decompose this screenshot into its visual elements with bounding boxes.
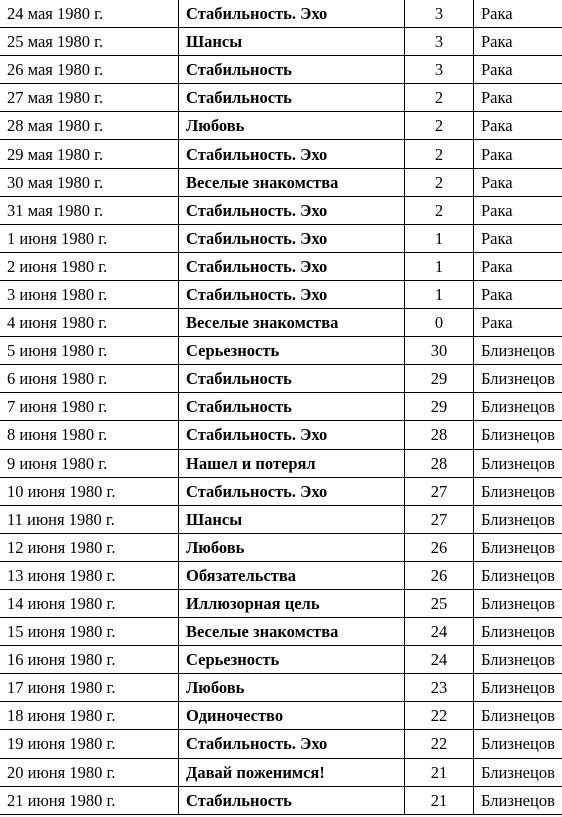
name-cell: Стабильность	[179, 786, 405, 814]
sign-cell: Рака	[474, 309, 562, 337]
sign-cell: Близнецов	[474, 674, 562, 702]
name-cell: Стабильность. Эхо	[179, 252, 405, 280]
sign-cell: Рака	[474, 224, 562, 252]
name-cell: Иллюзорная цель	[179, 589, 405, 617]
table-row	[0, 477, 562, 505]
date-cell: 27 мая 1980 г.	[0, 84, 179, 112]
table-row	[0, 365, 562, 393]
date-cell: 5 июня 1980 г.	[0, 337, 179, 365]
name-cell: Одиночество	[179, 702, 405, 730]
sign-cell: Близнецов	[474, 337, 562, 365]
table-row	[0, 674, 562, 702]
name-cell: Стабильность. Эхо	[179, 196, 405, 224]
table-row	[0, 112, 562, 140]
table-row	[0, 786, 562, 814]
name-cell: Любовь	[179, 112, 405, 140]
table-row	[0, 252, 562, 280]
number-cell: 23	[405, 674, 474, 702]
sign-cell: Близнецов	[474, 477, 562, 505]
sign-cell: Близнецов	[474, 505, 562, 533]
number-cell: 27	[405, 477, 474, 505]
table-row	[0, 56, 562, 84]
table-row	[0, 449, 562, 477]
table-row	[0, 0, 562, 28]
number-cell: 30	[405, 337, 474, 365]
date-cell: 4 июня 1980 г.	[0, 309, 179, 337]
number-cell: 27	[405, 505, 474, 533]
number-cell: 24	[405, 646, 474, 674]
number-cell: 2	[405, 112, 474, 140]
sign-cell: Рака	[474, 252, 562, 280]
number-cell: 26	[405, 561, 474, 589]
sign-cell: Близнецов	[474, 421, 562, 449]
sign-cell: Близнецов	[474, 758, 562, 786]
name-cell: Веселые знакомства	[179, 309, 405, 337]
sign-cell: Близнецов	[474, 393, 562, 421]
number-cell: 28	[405, 449, 474, 477]
number-cell: 0	[405, 309, 474, 337]
table-row	[0, 561, 562, 589]
sign-cell: Рака	[474, 112, 562, 140]
name-cell: Шансы	[179, 505, 405, 533]
name-cell: Веселые знакомства	[179, 168, 405, 196]
name-cell: Серьезность	[179, 337, 405, 365]
date-cell: 17 июня 1980 г.	[0, 674, 179, 702]
date-cell: 25 мая 1980 г.	[0, 28, 179, 56]
number-cell: 2	[405, 140, 474, 168]
date-cell: 7 июня 1980 г.	[0, 393, 179, 421]
date-cell: 14 июня 1980 г.	[0, 589, 179, 617]
table-row	[0, 533, 562, 561]
sign-cell: Рака	[474, 280, 562, 308]
name-cell: Стабильность	[179, 56, 405, 84]
number-cell: 3	[405, 56, 474, 84]
sign-cell: Рака	[474, 140, 562, 168]
name-cell: Давай поженимся!	[179, 758, 405, 786]
date-cell: 21 июня 1980 г.	[0, 786, 179, 814]
date-cell: 20 июня 1980 г.	[0, 758, 179, 786]
number-cell: 21	[405, 758, 474, 786]
table-row	[0, 421, 562, 449]
number-cell: 22	[405, 702, 474, 730]
date-cell: 1 июня 1980 г.	[0, 224, 179, 252]
date-cell: 30 мая 1980 г.	[0, 168, 179, 196]
sign-cell: Рака	[474, 0, 562, 28]
sign-cell: Близнецов	[474, 533, 562, 561]
number-cell: 26	[405, 533, 474, 561]
table-row	[0, 196, 562, 224]
sign-cell: Рака	[474, 56, 562, 84]
sign-cell: Близнецов	[474, 561, 562, 589]
number-cell: 21	[405, 786, 474, 814]
table-row	[0, 168, 562, 196]
name-cell: Обязательства	[179, 561, 405, 589]
table-row	[0, 309, 562, 337]
name-cell: Серьезность	[179, 646, 405, 674]
date-cell: 26 мая 1980 г.	[0, 56, 179, 84]
date-cell: 16 июня 1980 г.	[0, 646, 179, 674]
name-cell: Любовь	[179, 674, 405, 702]
date-cell: 28 мая 1980 г.	[0, 112, 179, 140]
table-row	[0, 280, 562, 308]
date-cell: 24 мая 1980 г.	[0, 0, 179, 28]
date-cell: 29 мая 1980 г.	[0, 140, 179, 168]
sign-cell: Близнецов	[474, 702, 562, 730]
name-cell: Любовь	[179, 533, 405, 561]
number-cell: 3	[405, 28, 474, 56]
table-row	[0, 393, 562, 421]
sign-cell: Близнецов	[474, 786, 562, 814]
date-cell: 19 июня 1980 г.	[0, 730, 179, 758]
table-row	[0, 702, 562, 730]
name-cell: Веселые знакомства	[179, 618, 405, 646]
number-cell: 3	[405, 0, 474, 28]
number-cell: 1	[405, 280, 474, 308]
date-cell: 9 июня 1980 г.	[0, 449, 179, 477]
sign-cell: Близнецов	[474, 618, 562, 646]
date-cell: 31 мая 1980 г.	[0, 196, 179, 224]
number-cell: 29	[405, 393, 474, 421]
name-cell: Шансы	[179, 28, 405, 56]
sign-cell: Близнецов	[474, 646, 562, 674]
table-row	[0, 28, 562, 56]
sign-cell: Рака	[474, 196, 562, 224]
name-cell: Стабильность. Эхо	[179, 730, 405, 758]
number-cell: 29	[405, 365, 474, 393]
number-cell: 2	[405, 196, 474, 224]
date-cell: 12 июня 1980 г.	[0, 533, 179, 561]
name-cell: Стабильность. Эхо	[179, 140, 405, 168]
date-cell: 15 июня 1980 г.	[0, 618, 179, 646]
table-row	[0, 730, 562, 758]
number-cell: 22	[405, 730, 474, 758]
date-cell: 8 июня 1980 г.	[0, 421, 179, 449]
table-row	[0, 589, 562, 617]
number-cell: 24	[405, 618, 474, 646]
table-row	[0, 140, 562, 168]
sign-cell: Близнецов	[474, 589, 562, 617]
table-row	[0, 224, 562, 252]
number-cell: 1	[405, 224, 474, 252]
name-cell: Стабильность	[179, 365, 405, 393]
number-cell: 28	[405, 421, 474, 449]
sign-cell: Близнецов	[474, 730, 562, 758]
number-cell: 2	[405, 84, 474, 112]
name-cell: Стабильность	[179, 84, 405, 112]
date-cell: 13 июня 1980 г.	[0, 561, 179, 589]
name-cell: Стабильность. Эхо	[179, 477, 405, 505]
name-cell: Стабильность	[179, 393, 405, 421]
name-cell: Стабильность. Эхо	[179, 0, 405, 28]
date-cell: 18 июня 1980 г.	[0, 702, 179, 730]
sign-cell: Близнецов	[474, 449, 562, 477]
sign-cell: Рака	[474, 168, 562, 196]
sign-cell: Рака	[474, 28, 562, 56]
sign-cell: Рака	[474, 84, 562, 112]
date-cell: 3 июня 1980 г.	[0, 280, 179, 308]
table-row	[0, 646, 562, 674]
name-cell: Стабильность. Эхо	[179, 224, 405, 252]
table-row	[0, 505, 562, 533]
name-cell: Стабильность. Эхо	[179, 280, 405, 308]
table-row	[0, 337, 562, 365]
date-cell: 10 июня 1980 г.	[0, 477, 179, 505]
name-cell: Нашел и потерял	[179, 449, 405, 477]
table-row	[0, 84, 562, 112]
date-cell: 2 июня 1980 г.	[0, 252, 179, 280]
number-cell: 2	[405, 168, 474, 196]
date-cell: 11 июня 1980 г.	[0, 505, 179, 533]
sign-cell: Близнецов	[474, 365, 562, 393]
table-row	[0, 758, 562, 786]
table-row	[0, 618, 562, 646]
number-cell: 1	[405, 252, 474, 280]
name-cell: Стабильность. Эхо	[179, 421, 405, 449]
number-cell: 25	[405, 589, 474, 617]
date-cell: 6 июня 1980 г.	[0, 365, 179, 393]
